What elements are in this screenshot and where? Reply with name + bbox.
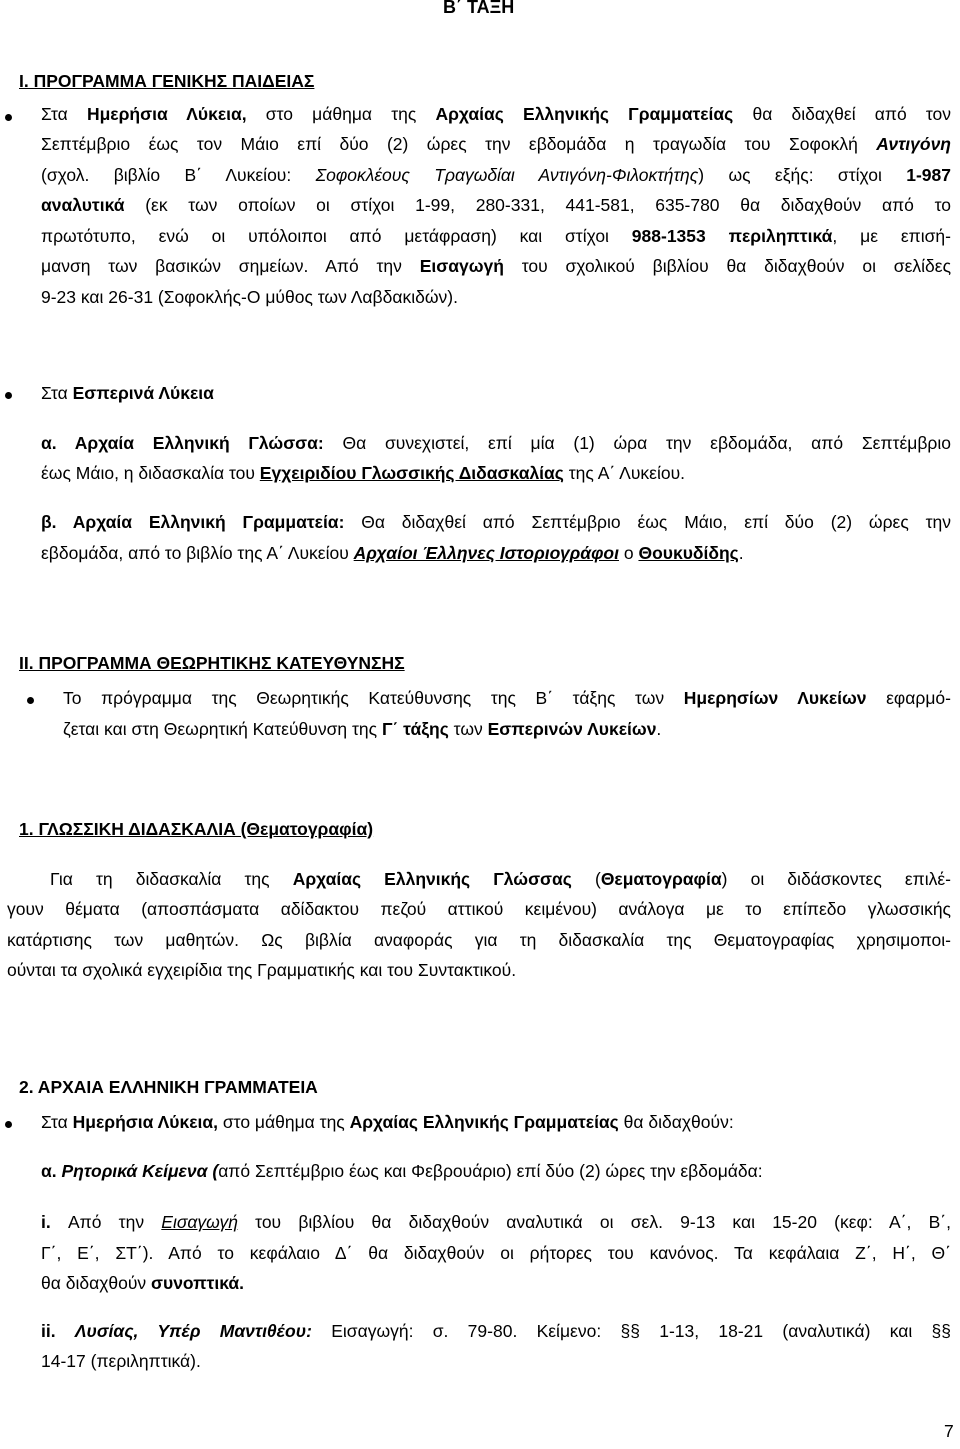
bullet-icon xyxy=(5,392,12,399)
evening-lyceum-heading: Στα Εσπερινά Λύκεια xyxy=(41,383,214,403)
rhetorical-texts: α. Ρητορικά Κείμενα (από Σεπτέμβριο έως και Φεβρουάριο) επί δύο (2) ώρες την εβδομάδα: xyxy=(41,1161,763,1181)
section-3-title: 1. ΓΛΩΣΣΙΚΗ ΔΙΔΑΣΚΑΛΙΑ (Θεματογραφία) xyxy=(19,819,374,839)
section-1-title: Ι. ΠΡΟΓΡΑΜΜΑ ΓΕΝΙΚΗΣ ΠΑΙΔΕΙΑΣ xyxy=(19,71,315,91)
page-number: 7 xyxy=(944,1421,954,1441)
bullet-icon xyxy=(27,697,34,704)
bullet-icon xyxy=(5,114,12,121)
section-2-title: ΙΙ. ΠΡΟΓΡΑΜΜΑ ΘΕΩΡΗΤΙΚΗΣ ΚΑΤΕΥΘΥΝΣΗΣ xyxy=(19,653,405,673)
paragraph-literature-intro: Στα Ημερήσια Λύκεια, στο μάθημα της Αρχαίας Ελληνικής Γραμματείας θα διδαχθούν: xyxy=(41,1112,734,1132)
bullet-icon xyxy=(5,1121,12,1128)
page-header: Β΄ ΤΑΞΗ xyxy=(443,0,515,17)
section-4-title: 2. ΑΡΧΑΙΑ ΕΛΛΗΝΙΚΗ ΓΡΑΜΜΑΤΕΙΑ xyxy=(19,1077,318,1097)
